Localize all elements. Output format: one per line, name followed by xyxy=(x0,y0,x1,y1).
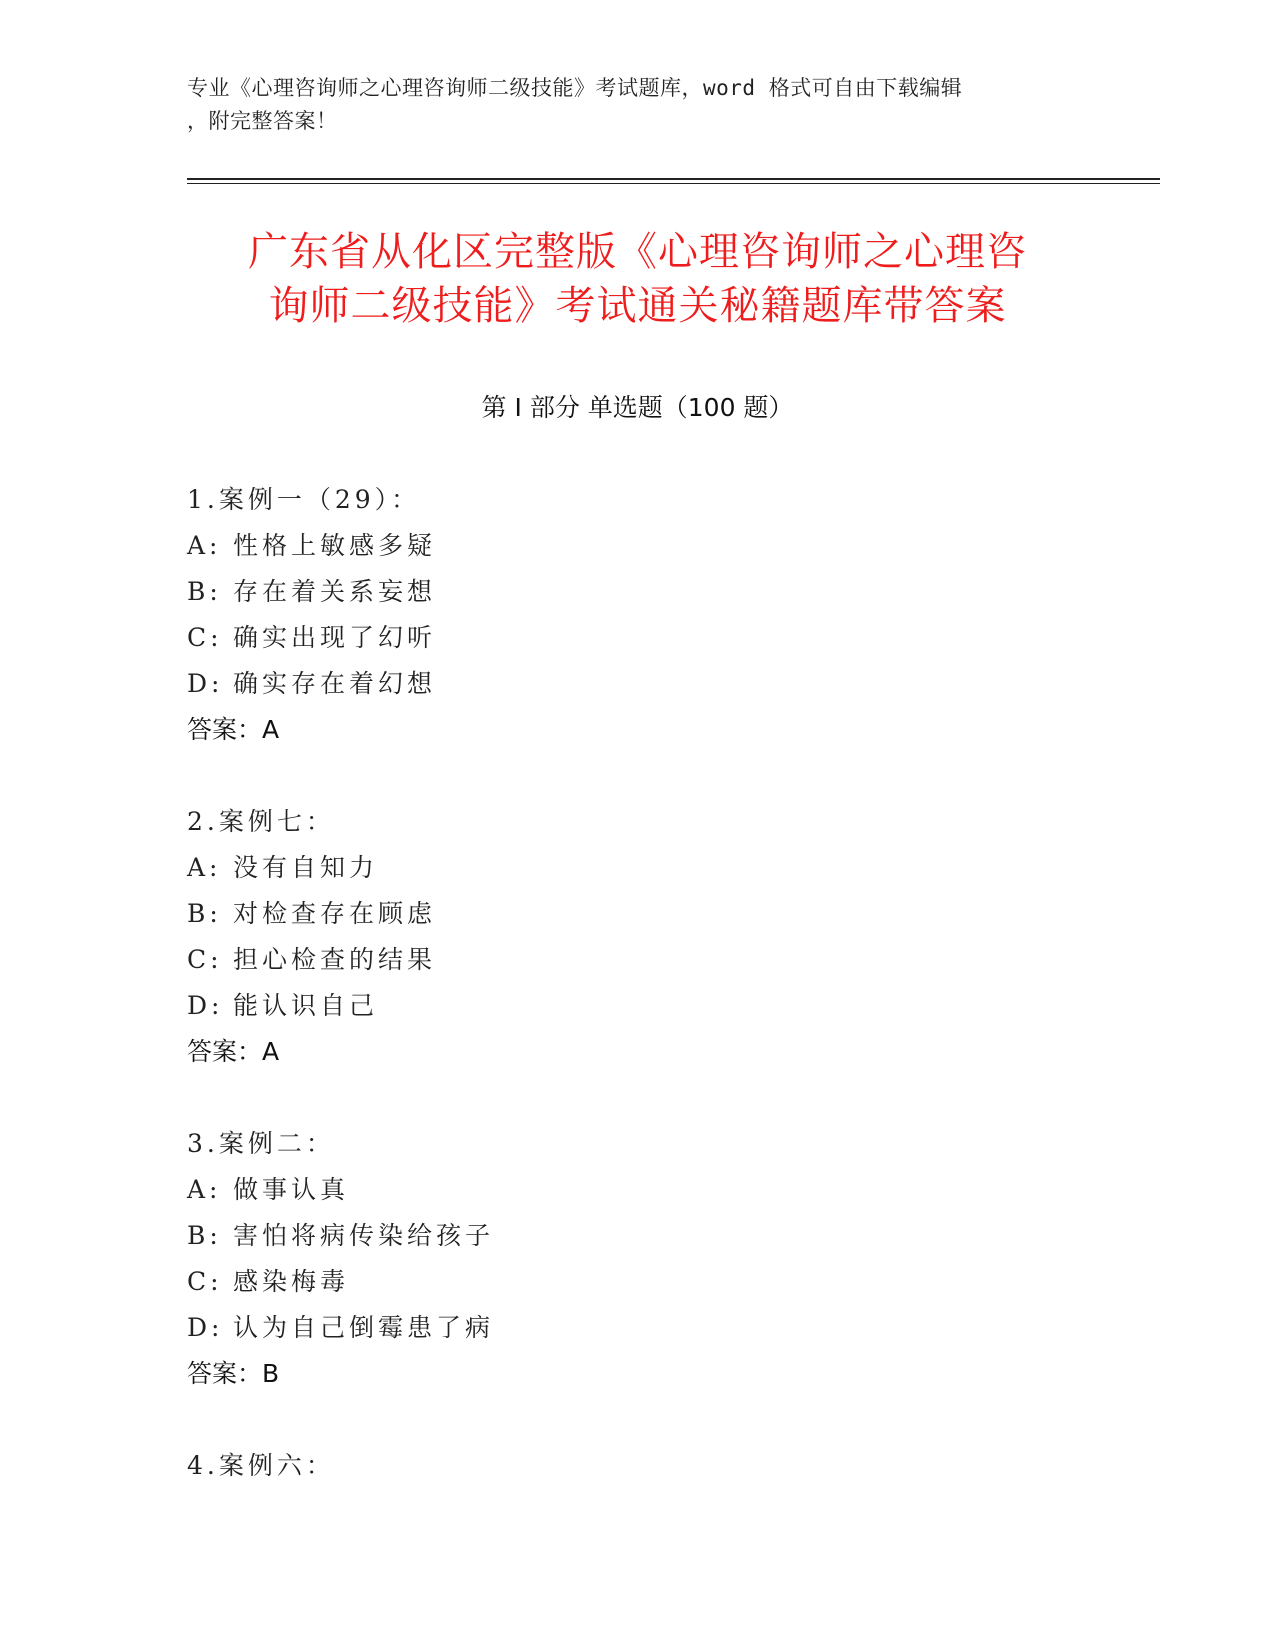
option-key: D: xyxy=(187,1313,224,1342)
option-c xyxy=(187,937,1087,983)
document-title-line-1: 广东省从化区完整版《心理咨询师之心理咨 xyxy=(248,229,1027,275)
document-title xyxy=(140,225,1135,333)
document-title-line-2: 询师二级技能》考试通关秘籍题库带答案 xyxy=(268,283,1007,329)
option-key: B: xyxy=(187,1221,222,1250)
option-text: 认为自己倒霉患了病 xyxy=(233,1313,495,1342)
option-a xyxy=(187,845,1087,891)
option-text: 感染梅毒 xyxy=(233,1267,350,1296)
option-b xyxy=(187,569,1087,615)
section-heading: 第 I 部分 单选题（100 题） xyxy=(481,393,794,422)
option-d xyxy=(187,983,1087,1029)
option-b xyxy=(187,891,1087,937)
option-key: A: xyxy=(187,1175,222,1204)
option-b xyxy=(187,1213,1087,1259)
option-c xyxy=(187,615,1087,661)
option-a xyxy=(187,1167,1087,1213)
answer: 答案：B xyxy=(187,1359,280,1388)
option-text: 没有自知力 xyxy=(233,853,379,882)
question-stem: 3.案例二： xyxy=(187,1129,335,1158)
question-stem: 1.案例一（29）： xyxy=(187,485,421,514)
option-key: C: xyxy=(187,1267,223,1296)
question-stem: 2.案例七： xyxy=(187,807,335,836)
answer: 答案：A xyxy=(187,1037,280,1066)
header-note-line-2: ，附完整答案！ xyxy=(187,109,338,133)
option-c xyxy=(187,1259,1087,1305)
answer: 答案：A xyxy=(187,715,280,744)
header-divider-thin xyxy=(187,183,1160,184)
question-list xyxy=(187,477,1087,1535)
option-text: 能认识自己 xyxy=(233,991,379,1020)
option-key: B: xyxy=(187,577,222,606)
option-a xyxy=(187,523,1087,569)
header-note xyxy=(187,72,1087,138)
option-text: 做事认真 xyxy=(233,1175,350,1204)
option-text: 担心检查的结果 xyxy=(233,945,437,974)
option-key: C: xyxy=(187,945,223,974)
option-d xyxy=(187,1305,1087,1351)
question-2 xyxy=(187,799,1087,1075)
header-divider-thick xyxy=(187,178,1160,180)
option-text: 害怕将病传染给孩子 xyxy=(233,1221,495,1250)
question-stem: 4.案例六： xyxy=(187,1451,335,1480)
option-key: D: xyxy=(187,669,224,698)
option-text: 性格上敏感多疑 xyxy=(233,531,437,560)
option-text: 确实存在着幻想 xyxy=(233,669,437,698)
option-text: 存在着关系妄想 xyxy=(233,577,437,606)
option-key: A: xyxy=(187,531,222,560)
option-key: A: xyxy=(187,853,222,882)
option-key: D: xyxy=(187,991,224,1020)
option-text: 对检查存在顾虑 xyxy=(233,899,437,928)
header-note-line-1: 专业《心理咨询师之心理咨询师二级技能》考试题库，word 格式可自由下载编辑 xyxy=(187,76,963,100)
question-3 xyxy=(187,1121,1087,1397)
question-4 xyxy=(187,1443,1087,1489)
question-1 xyxy=(187,477,1087,753)
option-text: 确实出现了幻听 xyxy=(233,623,437,652)
option-key: C: xyxy=(187,623,223,652)
option-d xyxy=(187,661,1087,707)
option-key: B: xyxy=(187,899,222,928)
